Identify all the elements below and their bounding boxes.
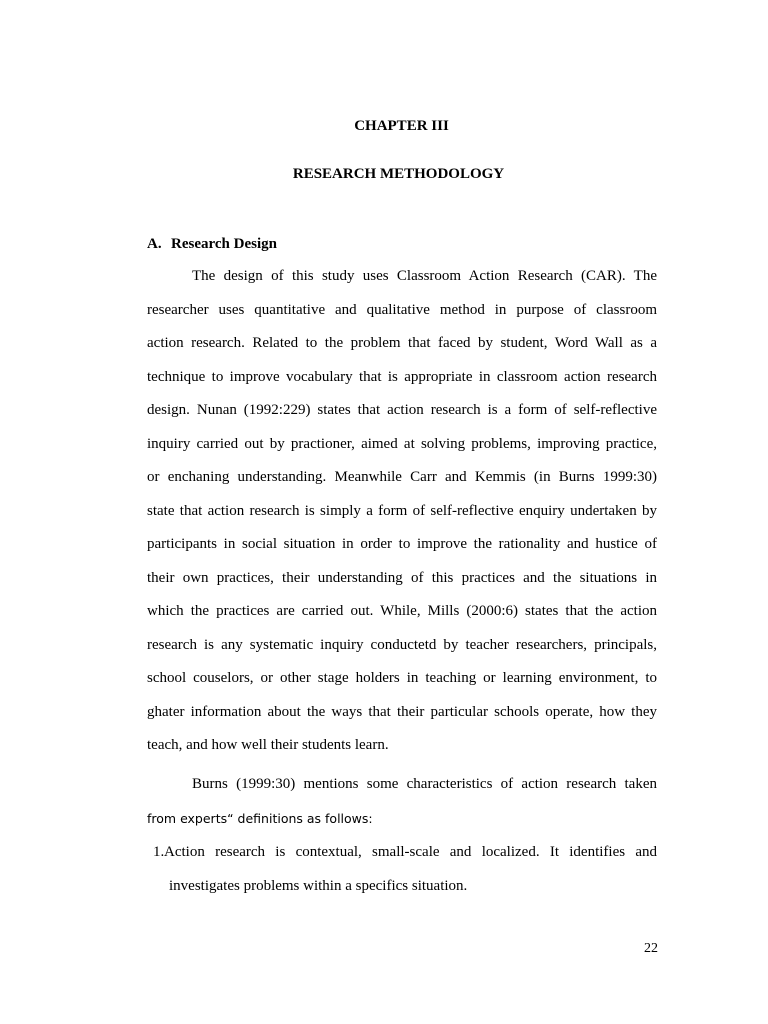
paragraph-research-design — [147, 260, 657, 763]
paragraph-line: which the practices are carried out. While, Mills (2000:6) states that the action — [147, 603, 657, 619]
paragraph-line: ghater information about the ways that their particular schools operate, how they — [147, 703, 657, 720]
paragraph-line: school couselors, or other stage holders in teaching or learning environment, to — [147, 670, 657, 686]
paragraph-line: teach, and how well their students learn. — [147, 737, 389, 753]
list-item — [147, 836, 657, 903]
paragraph-line: action research. Related to the problem that faced by student, Word Wall as a — [147, 335, 657, 351]
paragraph-line: researcher uses quantitative and qualitative method in purpose of classroom — [147, 301, 657, 318]
section-marker: A. — [147, 236, 162, 252]
paragraph-line: design. Nunan (1992:229) states that action research is a form of self-reflective — [147, 402, 657, 418]
paragraph-line: Burns (1999:30) mentions some characteristics of action research taken — [192, 776, 657, 792]
characteristics-list — [147, 836, 657, 903]
paragraph-line: participants in social situation in order to improve the rationality and hustice of — [147, 536, 657, 552]
list-item-line: Action research is contextual, small-scale and localized. It identifies and — [164, 844, 657, 860]
list-item-line: investigates problems within a specifics situation. — [169, 877, 468, 894]
paragraph-line: or enchaning understanding. Meanwhile Carr and Kemmis (in Burns 1999:30) — [147, 469, 657, 485]
page-number: 22 — [644, 941, 658, 956]
paragraph-line: The design of this study uses Classroom Action Research (CAR). The — [192, 268, 657, 284]
chapter-title: RESEARCH METHODOLOGY — [292, 166, 505, 182]
paragraph-line: inquiry carried out by practioner, aimed at solving problems, improving practice, — [147, 435, 657, 452]
paragraph-line: research is any systematic inquiry conductetd by teacher researchers, principals, — [147, 636, 657, 653]
paragraph-characteristics — [147, 768, 657, 835]
chapter-label: CHAPTER III — [354, 118, 449, 134]
list-item-text — [164, 836, 657, 903]
paragraph-line: technique to improve vocabulary that is appropriate in classroom action research — [147, 368, 657, 385]
paragraph-line: state that action research is simply a form of self-reflective enquiry undertaken by — [147, 502, 657, 519]
section-heading — [147, 235, 277, 253]
section-heading-text: Research Design — [171, 236, 277, 252]
list-item-number: 1. — [153, 844, 165, 860]
paragraph-line: their own practices, their understanding of this practices and the situations in — [147, 569, 657, 586]
paragraph-line: from experts“ definitions as follows: — [147, 810, 373, 826]
